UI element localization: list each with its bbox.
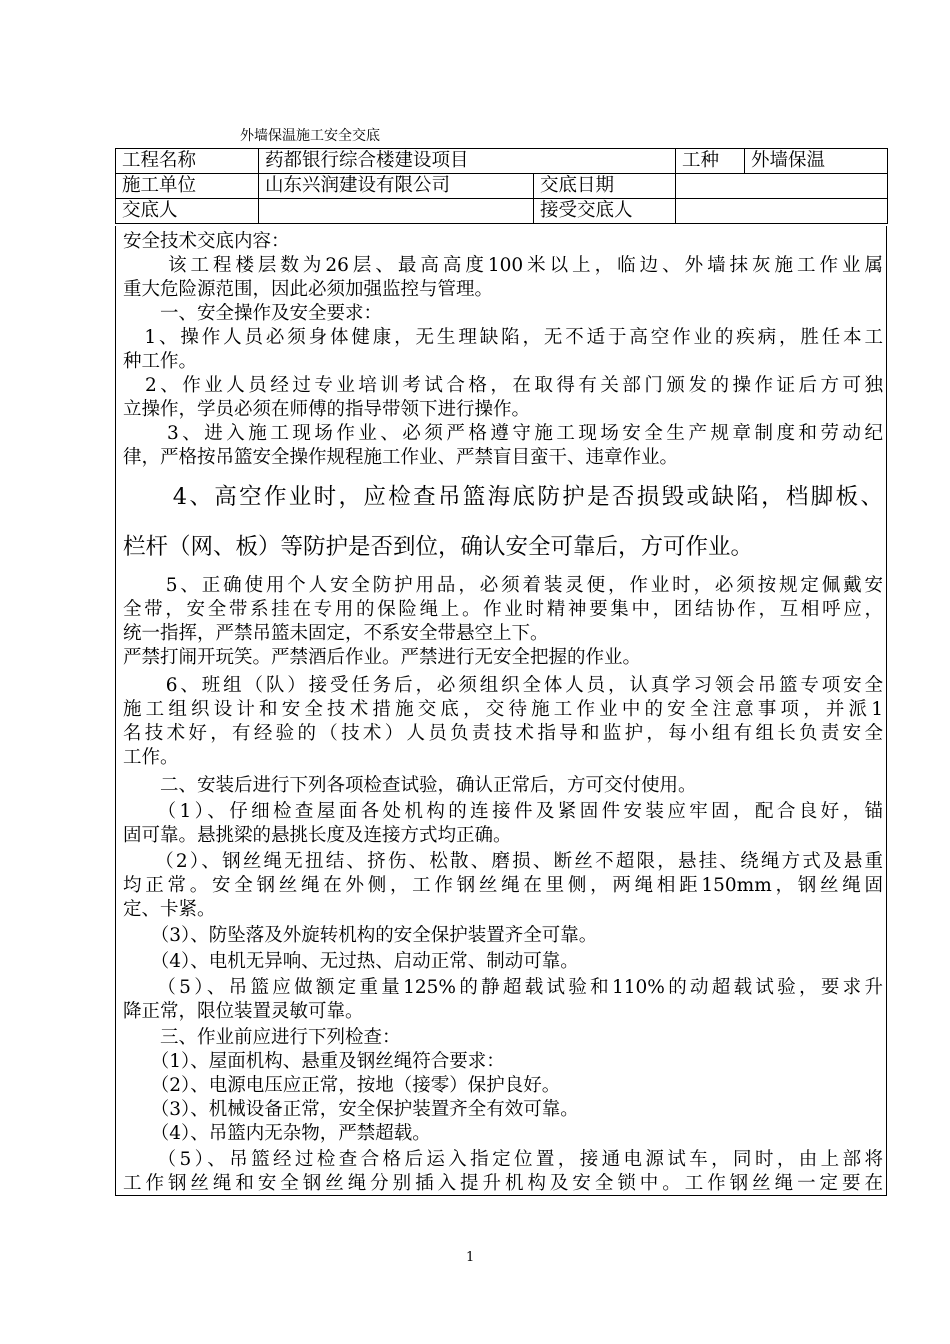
content-line: 种工作。 — [123, 351, 198, 372]
content-line: （1）、屋面机构、悬重及钢丝绳符合要求： — [123, 1051, 505, 1072]
page-number: 1 — [466, 1250, 475, 1265]
table-row — [116, 149, 888, 174]
section-heading: 一、安全操作及安全要求： — [123, 303, 383, 324]
content-line: （4）、电机无异响、无过热、启动正常、制动可靠。 — [123, 951, 579, 972]
content-line: 定、卡紧。 — [123, 899, 216, 920]
disclosure-date-value — [676, 174, 888, 199]
content-line: 该工程楼层数为26层、最高高度100米以上，临边、外墙抹灰施工作业属 — [123, 255, 883, 276]
content-line: （5）、吊篮经过检查合格后运入指定位置，接通电源试车，同时，由上部将 — [123, 1149, 883, 1170]
project-name-value: 药都银行综合楼建设项目 — [259, 149, 676, 174]
content-line: （3）、防坠落及外旋转机构的安全保护装置齐全可靠。 — [123, 925, 598, 946]
content-line: 1、操作人员必须身体健康，无生理缺陷，无不适于高空作业的疾病，胜任本工 — [123, 327, 883, 348]
content-line-large: 栏杆（网、板）等防护是否到位，确认安全可靠后，方可作业。 — [123, 534, 754, 560]
content-line: 均正常。安全钢丝绳在外侧，工作钢丝绳在里侧，两绳相距150mm，钢丝绳固 — [123, 875, 883, 896]
project-name-label: 工程名称 — [116, 149, 259, 174]
content-line: （3）、机械设备正常，安全保护装置齐全有效可靠。 — [123, 1099, 579, 1120]
content-line: 6、班组（队）接受任务后，必须组织全体人员，认真学习领会吊篮专项安全 — [123, 675, 883, 696]
content-line: 严禁打闹开玩笑。严禁酒后作业。严禁进行无安全把握的作业。 — [123, 647, 642, 668]
content-line: 施工组织设计和安全技术措施交底，交待施工作业中的安全注意事项，并派1 — [123, 699, 883, 720]
disclosure-date-label: 交底日期 — [534, 174, 676, 199]
content-line-large: 4、高空作业时，应检查吊篮海底防护是否损毁或缺陷，档脚板、 — [123, 484, 883, 510]
content-heading: 安全技术交底内容： — [123, 231, 290, 252]
header-table — [115, 148, 888, 224]
document-title: 外墙保温施工安全交底 — [240, 128, 380, 144]
content-line: 工作钢丝绳和安全钢丝绳分别插入提升机构及安全锁中。工作钢丝绳一定要在 — [123, 1173, 883, 1194]
content-line: 工作。 — [123, 747, 179, 768]
content-line: 统一指挥，严禁吊篮未固定，不系安全带悬空上下。 — [123, 623, 549, 644]
content-line: 名技术好，有经验的（技术）人员负责技术指导和监护，每小组有组长负责安全 — [123, 723, 883, 744]
content-line: 重大危险源范围，因此必须加强监控与管理。 — [123, 279, 494, 300]
receiver-label: 接受交底人 — [534, 199, 676, 224]
content-line: 3、进入施工现场作业、必须严格遵守施工现场安全生产规章制度和劳动纪 — [123, 423, 883, 444]
trade-label: 工种 — [676, 149, 745, 174]
content-line: 降正常，限位装置灵敏可靠。 — [123, 1001, 364, 1022]
discloser-value — [259, 199, 534, 224]
content-line: （1）、仔细检查屋面各处机构的连接件及紧固件安装应牢固，配合良好，锚 — [123, 801, 883, 822]
section-heading: 三、作业前应进行下列检查： — [123, 1027, 401, 1048]
content-line: 2、作业人员经过专业培训考试合格，在取得有关部门颁发的操作证后方可独 — [123, 375, 883, 396]
content-line: （5）、吊篮应做额定重量125%的静超载试验和110%的动超载试验，要求升 — [123, 977, 883, 998]
receiver-value — [676, 199, 888, 224]
table-row — [116, 199, 888, 224]
content-line: 固可靠。悬挑梁的悬挑长度及连接方式均正确。 — [123, 825, 512, 846]
content-line: 5、正确使用个人安全防护用品，必须着装灵便，作业时，必须按规定佩戴安 — [123, 575, 883, 596]
construction-unit-value: 山东兴润建设有限公司 — [259, 174, 534, 199]
section-heading: 二、安装后进行下列各项检查试验，确认正常后，方可交付使用。 — [123, 775, 697, 796]
content-line: 立操作，学员必须在师傅的指导带领下进行操作。 — [123, 399, 531, 420]
content-line: （2）、电源电压应正常，按地（接零）保护良好。 — [123, 1075, 561, 1096]
content-line: 全带，安全带系挂在专用的保险绳上。作业时精神要集中，团结协作，互相呼应， — [123, 599, 883, 620]
table-row — [116, 174, 888, 199]
safety-content-box — [115, 226, 887, 1196]
content-line: 律，严格按吊篮安全操作规程施工作业、严禁盲目蛮干、违章作业。 — [123, 447, 679, 468]
trade-value: 外墙保温 — [745, 149, 888, 174]
discloser-label: 交底人 — [116, 199, 259, 224]
construction-unit-label: 施工单位 — [116, 174, 259, 199]
content-line: （2）、钢丝绳无扭结、挤伤、松散、磨损、断丝不超限，悬挂、绕绳方式及悬重 — [123, 851, 883, 872]
content-line: （4）、吊篮内无杂物，严禁超载。 — [123, 1123, 431, 1144]
